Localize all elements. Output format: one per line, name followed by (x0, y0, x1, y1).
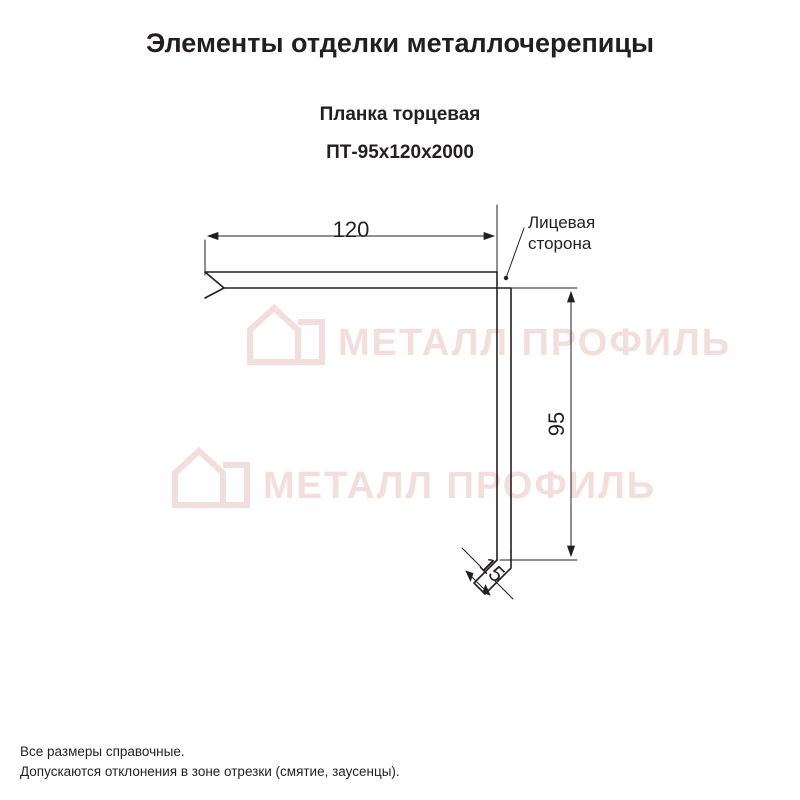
product-name: Планка торцевая (319, 104, 481, 125)
dimension-height-label: 95 (544, 411, 569, 437)
page-title: Элементы отделки металлочерепицы (145, 28, 655, 58)
footer-note-1: Все размеры справочные. (20, 744, 185, 759)
svg-text:МЕТАЛЛ ПРОФИЛЬ: МЕТАЛЛ ПРОФИЛЬ (338, 322, 732, 364)
svg-text:МЕТАЛЛ ПРОФИЛЬ: МЕТАЛЛ ПРОФИЛЬ (263, 465, 657, 507)
dimension-lip-label: 15 (474, 552, 510, 588)
dimension-width-label: 120 (332, 217, 370, 242)
face-side-callout-line1: Лицевая (528, 213, 596, 232)
footer-note-2: Допускаются отклонения в зоне отрезки (смятие, заусенцы). (20, 764, 400, 779)
footer-notes (20, 742, 400, 782)
face-side-callout-line2: сторона (528, 234, 592, 253)
product-code: ПТ-95х120х2000 (326, 142, 474, 163)
